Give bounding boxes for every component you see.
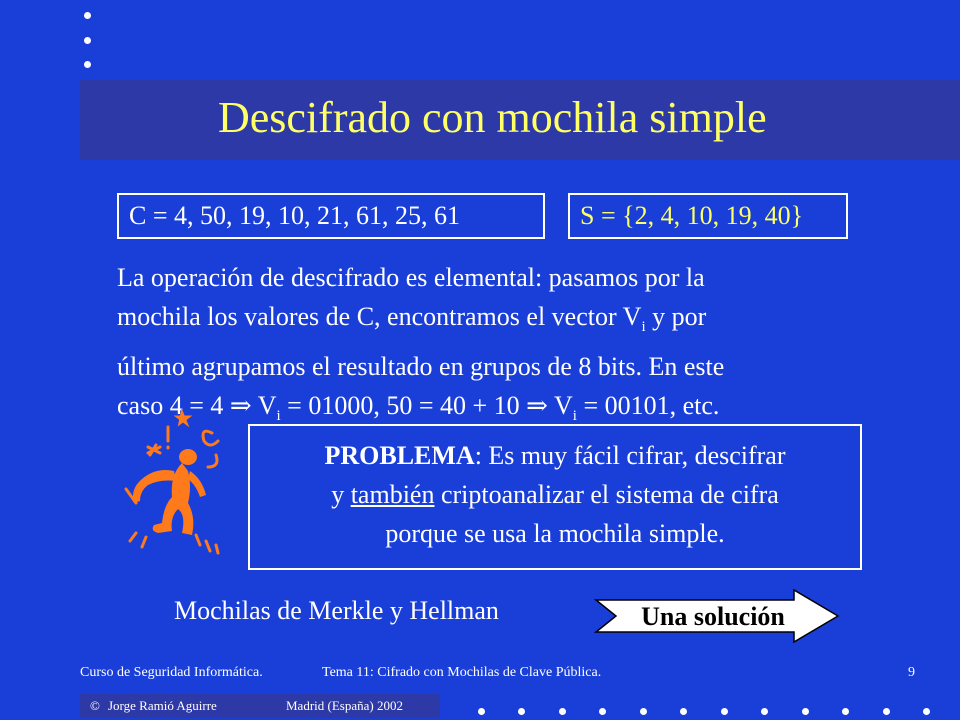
footer-topic: Tema 11: Cifrado con Mochilas de Clave Pública. [322,665,602,680]
text-segment: = 01000, 50 = 40 + 10 [280,391,527,421]
text-segment: = 00101, etc. [576,391,720,421]
footer-place: Madrid (España) 2002 [286,698,403,713]
implies-arrow-icon: ⇒ [229,391,252,421]
text-segment: criptoanalizar el sistema de cifra [434,480,779,509]
frustrated-person-icon [120,405,240,565]
credit-bar [80,694,440,718]
implies-arrow-icon: ⇒ [526,391,548,421]
decor-dot [84,61,91,68]
subscript: i [276,408,281,425]
problem-label: PROBLEMA [324,441,475,470]
footer-course: Curso de Seguridad Informática. [80,665,263,680]
text-segment: mochila los valores de C, encontramos el vector V [117,302,642,331]
copyright-icon: © [90,698,100,713]
decor-dot [559,708,566,715]
decor-dot [640,708,647,715]
underlined-word: también [350,480,435,509]
subscript: i [572,408,577,425]
text-segment: caso 4 = 4 [117,391,230,421]
decor-dot [761,708,768,715]
decor-dot [478,708,485,715]
decor-dot [84,12,91,19]
decor-dot [802,708,809,715]
ciphertext-box: C = 4, 50, 19, 10, 21, 61, 25, 61 [117,193,545,239]
decor-dot [518,708,525,715]
decor-dot [883,708,890,715]
decor-dot [680,708,687,715]
text-segment: y por [645,302,707,331]
decor-dot [84,37,91,44]
text-segment: V [547,391,573,421]
problem-line-2 [250,475,860,514]
subscript: i [641,319,646,336]
decor-dot [923,708,930,715]
knapsack-set-box: S = {2, 4, 10, 19, 40} [568,193,848,239]
text-segment: : Es muy fácil cifrar, descifrar [474,441,786,470]
solution-arrow-button[interactable] [594,588,842,644]
merkle-hellman-text: Mochilas de Merkle y Hellman [174,596,499,625]
decor-dot [721,708,728,715]
solution-button-label: Una solución [641,602,785,631]
problem-line-1 [250,436,860,475]
paragraph-line-1: La operación de descifrado es elemental: pasamos por la [117,263,705,292]
problem-box [248,424,862,570]
problem-line-3: porque se usa la mochila simple. [385,519,725,548]
text-segment: y [331,480,351,509]
paragraph-line-3: último agrupamos el resultado en grupos de 8 bits. En este [117,352,725,382]
paragraph-line-2 [117,297,877,347]
decor-dot [599,708,606,715]
slide-title: Descifrado con mochila simple [218,93,767,142]
decor-dot [842,708,849,715]
text-segment: V [251,391,277,421]
author-name: Jorge Ramió Aguirre [108,698,217,713]
footer-page-number: 9 [908,665,915,680]
